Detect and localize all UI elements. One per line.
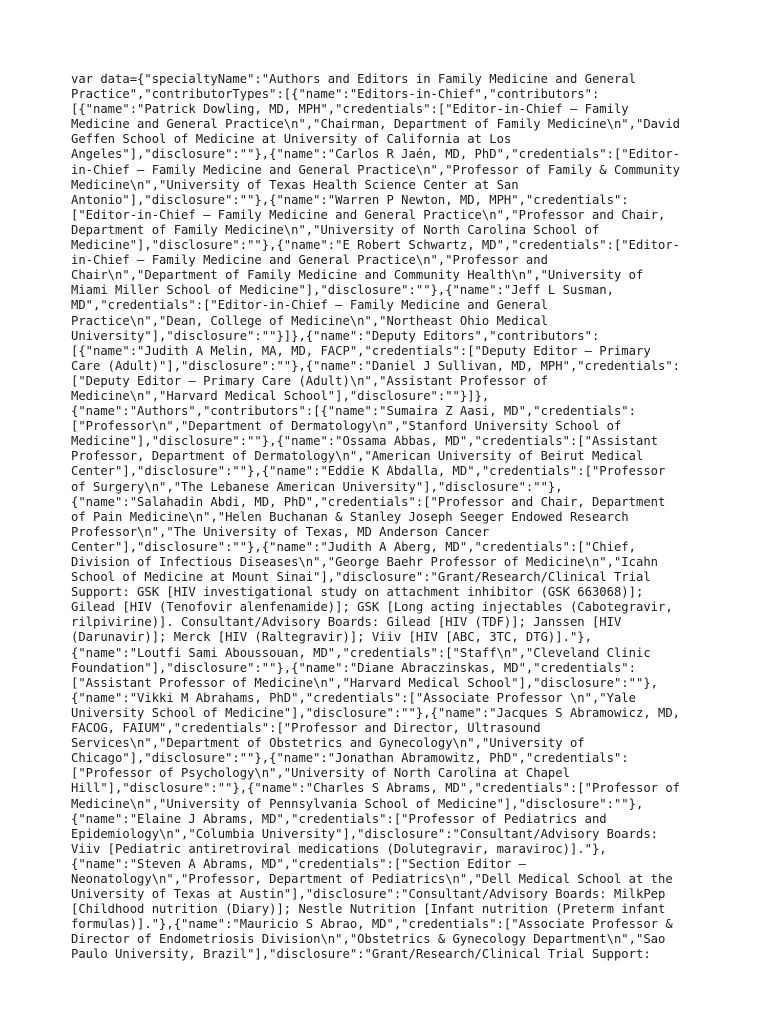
source-line: MD","credentials":["Editor-in-Chief — Family Medicine and General xyxy=(71,298,548,313)
source-line: {"name":"Authors","contributors":[{"name":"Sumaira Z Aasi, MD","credentials": xyxy=(71,404,636,419)
source-line: Center"],"disclosure":""},{"name":"Eddie K Abdalla, MD","credentials":["Professor xyxy=(71,464,666,479)
source-line: ["Editor-in-Chief — Family Medicine and General Practice\n","Professor and Chair, xyxy=(71,207,666,222)
source-line: Medicine"],"disclosure":""},{"name":"Ossama Abbas, MD","credentials":["Assistant xyxy=(71,434,658,449)
source-line: ["Assistant Professor of Medicine\n","Harvard Medical School"],"disclosure":""}, xyxy=(71,675,658,690)
source-line: Chicago"],"disclosure":""},{"name":"Jonathan Abramowitz, PhD","credentials": xyxy=(71,751,629,766)
source-line xyxy=(71,963,703,978)
source-line: Gilead [HIV (Tenofovir alenfenamide)]; GSK [Long acting injectables (Cabotegravir, xyxy=(71,600,673,615)
source-line: in-Chief — Family Medicine and General Practice\n","Professor of Family & Community xyxy=(71,162,681,177)
source-line: University of Texas at Austin"],"disclosure":"Consultant/Advisory Boards: MilkPep xyxy=(71,887,666,902)
source-line: Practice","contributorTypes":[{"name":"Editors-in-Chief","contributors": xyxy=(71,87,600,102)
source-line: {"name":"Loutfi Sami Aboussouan, MD","credentials":["Staff\n","Cleveland Clinic xyxy=(71,645,651,660)
source-line: Medicine\n","University of Pennsylvania School of Medicine"],"disclosure":""}, xyxy=(71,796,644,811)
source-line: Services\n","Department of Obstetrics and Gynecology\n","University of xyxy=(71,736,585,751)
source-line: University"],"disclosure":""}]},{"name":"Deputy Editors","contributors": xyxy=(71,328,600,343)
source-line: Chair\n","Department of Family Medicine and Community Health\n","University of xyxy=(71,268,644,283)
source-line: Support: GSK [HIV investigational study on attachment inhibitor (GSK 663068)]; xyxy=(71,585,644,600)
source-line: Paulo University, Brazil"],"disclosure":"Grant/Research/Clinical Trial Support: xyxy=(71,947,651,962)
source-line: Practice\n","Dean, College of Medicine\n","Northeast Ohio Medical xyxy=(71,313,548,328)
source-line: Foundation"],"disclosure":""},{"name":"Diane Abraczinskas, MD","credentials": xyxy=(71,660,636,675)
source-line: Center"],"disclosure":""},{"name":"Judith A Aberg, MD","credentials":["Chief, xyxy=(71,539,636,554)
source-line: in-Chief — Family Medicine and General Practice\n","Professor and xyxy=(71,253,548,268)
source-line: Geffen School of Medicine at University of California at Los xyxy=(71,132,512,147)
source-line: rilpivirine)]. Consultant/Advisory Boards: Gilead [HIV (TDF)]; Janssen [HIV xyxy=(71,615,622,630)
source-line: [{"name":"Judith A Melin, MA, MD, FACP","credentials":["Deputy Editor — Primary xyxy=(71,343,651,358)
source-line: Director of Endometriosis Division\n","Obstetrics & Gynecology Department\n","Sao xyxy=(71,932,666,947)
source-line: Viiv [Pediatric antiretroviral medications (Dolutegravir, maraviroc)]."}, xyxy=(71,841,607,856)
source-line: Department of Family Medicine\n","University of North Carolina School of xyxy=(71,222,600,237)
source-line: Medicine\n","University of Texas Health Science Center at San xyxy=(71,177,519,192)
source-text-document xyxy=(71,72,703,978)
source-line: Division of Infectious Diseases\n","George Baehr Professor of Medicine\n","Icahn xyxy=(71,555,658,569)
source-line: Hill"],"disclosure":""},{"name":"Charles S Abrams, MD","credentials":["Professor of xyxy=(71,781,681,796)
source-line: [Childhood nutrition (Diary)]; Nestle Nutrition [Infant nutrition (Preterm infant xyxy=(71,902,666,917)
source-line: of Pain Medicine\n","Helen Buchanan & Stanley Joseph Seeger Endowed Research xyxy=(71,509,629,524)
source-line: Professor\n","The University of Texas, MD Anderson Cancer xyxy=(71,524,490,539)
source-line: Epidemiology\n","Columbia University"],"disclosure":"Consultant/Advisory Boards: xyxy=(71,826,658,841)
source-line: Medicine\n","Harvard Medical School"],"disclosure":""}]}, xyxy=(71,388,490,403)
source-line: FACOG, FAIUM","credentials":["Professor and Director, Ultrasound xyxy=(71,721,541,736)
source-line: (Darunavir)]; Merck [HIV (Raltegravir)]; Viiv [HIV [ABC, 3TC, DTG)]."}, xyxy=(71,630,592,645)
source-line: Medicine"],"disclosure":""},{"name":"E Robert Schwartz, MD","credentials":["Editor- xyxy=(71,238,681,253)
source-line: Neonatology\n","Professor, Department of Pediatrics\n","Dell Medical School at the xyxy=(71,871,673,886)
source-line: {"name":"Vikki M Abrahams, PhD","credentials":["Associate Professor \n","Yale xyxy=(71,690,636,705)
source-line: {"name":"Elaine J Abrams, MD","credentials":["Professor of Pediatrics and xyxy=(71,811,607,826)
source-line: School of Medicine at Mount Sinai"],"disclosure":"Grant/Research/Clinical Trial xyxy=(71,570,651,585)
source-line: Care (Adult)"],"disclosure":""},{"name":"Daniel J Sullivan, MD, MPH","credentials": xyxy=(71,358,681,373)
source-line: Antonio"],"disclosure":""},{"name":"Warren P Newton, MD, MPH","credentials": xyxy=(71,192,629,207)
source-line: {"name":"Salahadin Abdi, MD, PhD","credentials":["Professor and Chair, Department xyxy=(71,494,666,509)
source-line: [{"name":"Patrick Dowling, MD, MPH","credentials":["Editor-in-Chief — Family xyxy=(71,102,629,117)
source-line: Miami Miller School of Medicine"],"disclosure":""},{"name":"Jeff L Susman, xyxy=(71,283,614,298)
source-line: Professor, Department of Dermatology\n","American University of Beirut Medical xyxy=(71,449,644,464)
source-line: ["Deputy Editor — Primary Care (Adult)\n","Assistant Professor of xyxy=(71,373,548,388)
source-line: Angeles"],"disclosure":""},{"name":"Carlos R Jaén, MD, PhD","credentials":["Editor- xyxy=(71,147,681,162)
source-line: var data={"specialtyName":"Authors and Editors in Family Medicine and General xyxy=(71,72,636,86)
source-line: of Surgery\n","The Lebanese American University"],"disclosure":""}, xyxy=(71,479,563,494)
source-line: University School of Medicine"],"disclosure":""},{"name":"Jacques S Abramowicz, MD, xyxy=(71,705,681,720)
source-line: ["Professor of Psychology\n","University of North Carolina at Chapel xyxy=(71,766,570,781)
source-line: Medicine and General Practice\n","Chairman, Department of Family Medicine\n","David xyxy=(71,117,681,132)
source-line: formulas)]."},{"name":"Mauricio S Abrao, MD","credentials":["Associate Professor & xyxy=(71,917,673,932)
source-line: {"name":"Steven A Abrams, MD","credentials":["Section Editor — xyxy=(71,856,526,871)
source-line: ["Professor\n","Department of Dermatology\n","Stanford University School of xyxy=(71,419,622,434)
